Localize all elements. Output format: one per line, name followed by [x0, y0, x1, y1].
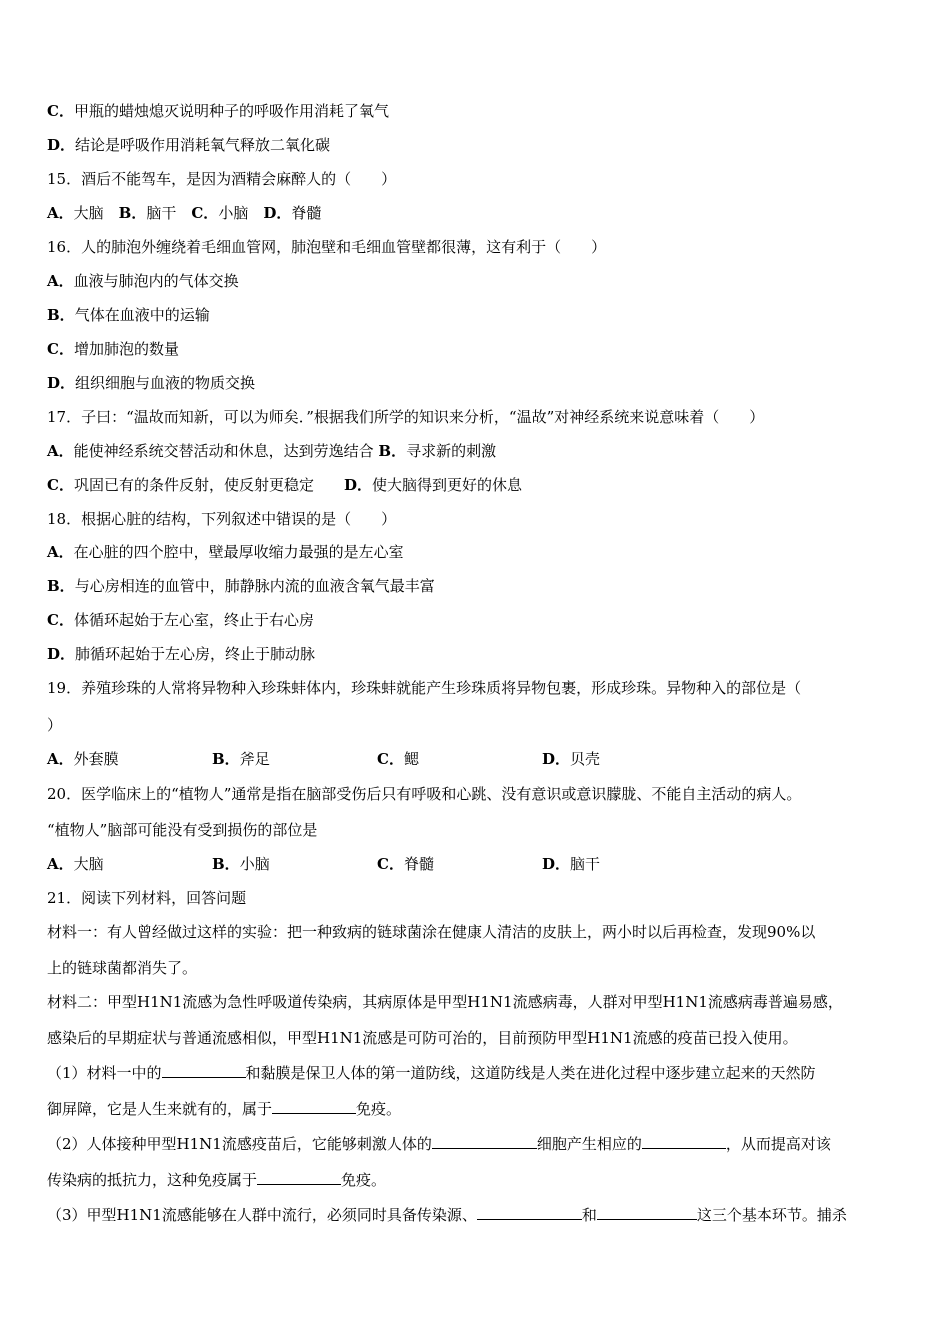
answer-blank[interactable]	[477, 1205, 582, 1220]
sub-question-3	[47, 1205, 910, 1225]
question-20: 20．医学临床上的“植物人”通常是指在脑部受伤后只有呼吸和心跳、没有意识或意识朦胧、不能自主活动的病人。	[47, 785, 802, 803]
option-line: D．结论是呼吸作用消耗氧气释放二氧化碳	[47, 136, 331, 154]
sub2-text: 传染病的抵抗力，这种免疫属于	[47, 1171, 258, 1189]
sub3-text: 这三个基本环节。捕杀	[696, 1206, 847, 1224]
question-20-cont: “植物人”脑部可能没有受到损伤的部位是	[47, 821, 318, 839]
material-2-cont: 感染后的早期症状与普通流感相似，甲型H1N1流感是可防可治的，目前预防甲型H1N1流感的疫苗已投入使用。	[47, 1029, 798, 1047]
sub1-text: 免疫。	[356, 1100, 402, 1118]
answer-blank[interactable]	[257, 1170, 341, 1185]
sub3-text: （3）甲型H1N1流感能够在人群中流行，必须同时具备传染源、	[47, 1206, 477, 1224]
option-d: D．贝壳	[542, 750, 601, 768]
sub-question-2	[47, 1134, 910, 1154]
sub2-text: （2）人体接种甲型H1N1流感疫苗后，它能够刺激人体的	[47, 1135, 432, 1153]
sub3-text: 和	[581, 1206, 597, 1224]
option-line: B．与心房相连的血管中，肺静脉内流的血液含氧气最丰富	[47, 577, 435, 595]
sub2-text: ，从而提高对该	[725, 1135, 831, 1153]
option-line: C．甲瓶的蜡烛熄灭说明种子的呼吸作用消耗了氧气	[47, 102, 389, 120]
sub1-text: 御屏障，它是人生来就有的，属于	[47, 1100, 273, 1118]
option-line: D．组织细胞与血液的物质交换	[47, 374, 256, 392]
answer-blank[interactable]	[642, 1134, 726, 1149]
material-1-cont: 上的链球菌都消失了。	[47, 959, 198, 977]
option-d: D．脑干	[542, 855, 601, 873]
sub1-text: 和黏膜是保卫人体的第一道防线，这道防线是人类在进化过程中逐步建立起来的天然防	[245, 1064, 816, 1082]
question-18: 18．根据心脏的结构，下列叙述中错误的是（ ）	[47, 510, 397, 528]
sub2-text: 细胞产生相应的	[536, 1135, 642, 1153]
option-a: A．大脑	[47, 855, 104, 873]
material-1: 材料一：有人曾经做过这样的实验：把一种致病的链球菌涂在健康人清洁的皮肤上，两小时以后再检查，发现90%以	[47, 923, 816, 941]
option-c: C．鳃	[377, 750, 419, 768]
option-a: A．外套膜	[47, 750, 119, 768]
sub2-text: 免疫。	[341, 1171, 387, 1189]
sub-question-1	[47, 1063, 910, 1083]
answer-blank[interactable]	[272, 1099, 356, 1114]
question-19-cont: ）	[47, 716, 63, 734]
option-line: C．增加肺泡的数量	[47, 340, 179, 358]
sub-question-2-cont	[47, 1170, 910, 1190]
option-b: B．小脑	[212, 855, 270, 873]
option-line: A．能使神经系统交替活动和休息，达到劳逸结合 B．寻求新的刺激	[47, 442, 497, 460]
option-line: C．体循环起始于左心室，终止于右心房	[47, 611, 314, 629]
question-15: 15．酒后不能驾车，是因为酒精会麻醉人的（ ）	[47, 170, 397, 188]
option-line: A．血液与肺泡内的气体交换	[47, 272, 239, 290]
question-19: 19．养殖珍珠的人常将异物种入珍珠蚌体内，珍珠蚌就能产生珍珠质将异物包裹，形成珍珠。异物种入的部位是（	[47, 679, 802, 697]
question-17: 17．子曰：“温故而知新，可以为师矣．”根据我们所学的知识来分析，“温故”对神经系统来说意味着（ ）	[47, 408, 765, 426]
sub-question-1-cont	[47, 1099, 910, 1119]
question-21: 21．阅读下列材料，回答问题	[47, 889, 247, 907]
option-line: D．肺循环起始于左心房，终止于肺动脉	[47, 645, 316, 663]
option-line: C．巩固已有的条件反射，使反射更稳定 D．使大脑得到更好的休息	[47, 476, 522, 494]
answer-blank[interactable]	[162, 1063, 246, 1078]
option-line: B．气体在血液中的运输	[47, 306, 210, 324]
answer-blank[interactable]	[432, 1134, 537, 1149]
option-line: A．在心脏的四个腔中，壁最厚收缩力最强的是左心室	[47, 543, 404, 561]
question-16: 16．人的肺泡外缠绕着毛细血管网，肺泡壁和毛细血管壁都很薄，这有利于（ ）	[47, 238, 607, 256]
option-b: B．斧足	[212, 750, 270, 768]
material-2: 材料二：甲型H1N1流感为急性呼吸道传染病，其病原体是甲型H1N1流感病毒，人群对甲型H1N1流感病毒普遍易感，	[47, 993, 843, 1011]
answer-blank[interactable]	[597, 1205, 697, 1220]
option-c: C．脊髓	[377, 855, 434, 873]
sub1-text: （1）材料一中的	[47, 1064, 162, 1082]
question-15-options: A．大脑 B．脑干 C．小脑 D．脊髓	[47, 204, 322, 222]
